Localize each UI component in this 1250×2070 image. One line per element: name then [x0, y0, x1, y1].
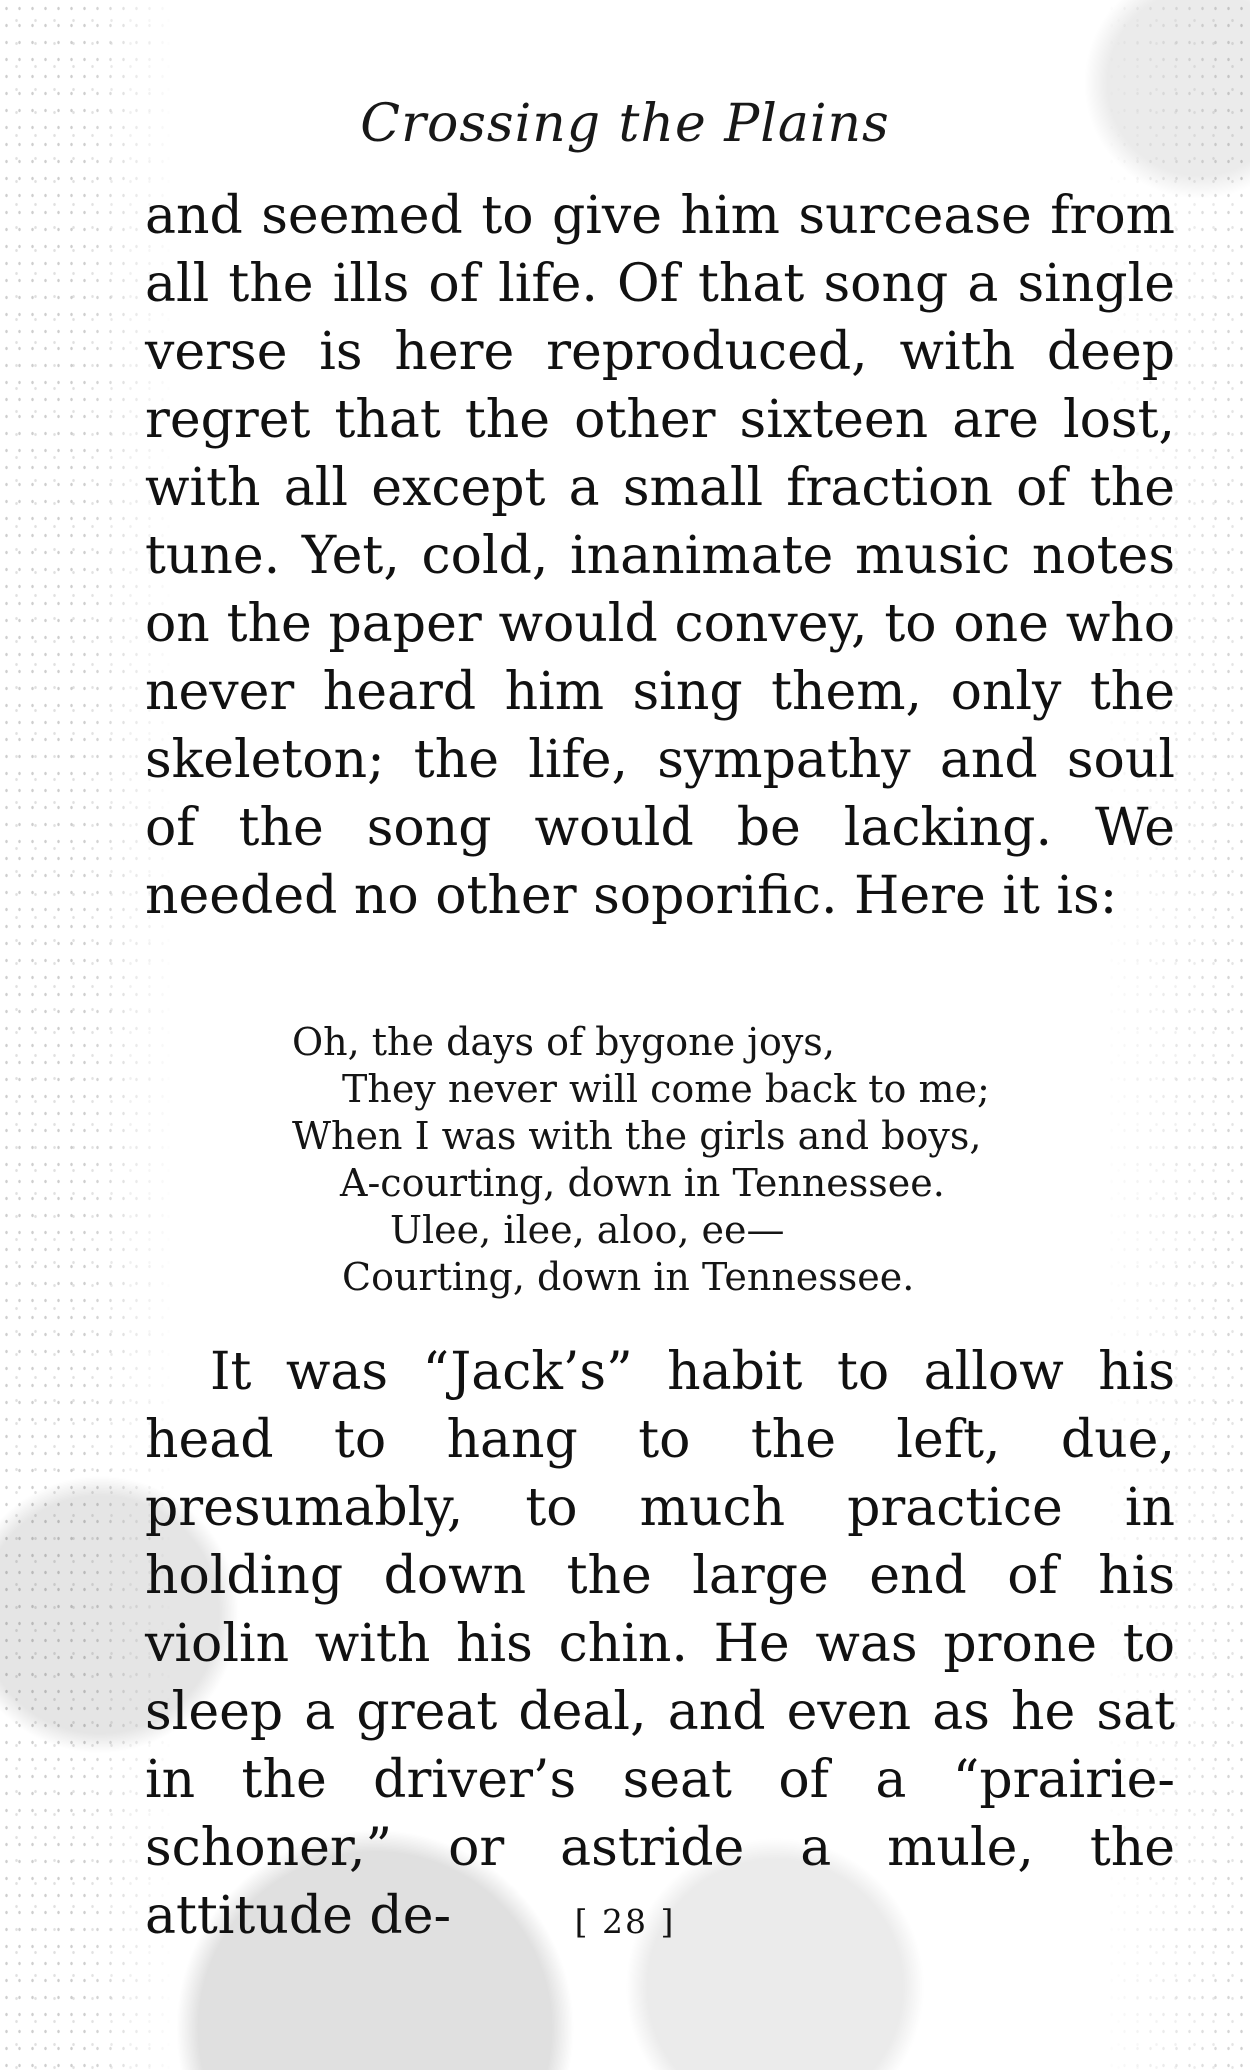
paragraph-top: and seemed to give him surcease from all the ills of life. Of that song a single verse is here reproduced, with deep regret that the other sixteen are lost, with all except a small fraction of the tune. Yet, cold, inanimate music notes on the paper would convey, to one who never heard him sing them, only the skeleton; the life, sympathy and soul of the song would be lacking. We needed no other soporific. Here it is:	[145, 186, 1175, 926]
paragraph-bottom: It was “Jack’s” habit to allow his head to hang to the left, due, presumably, to much practice in holding down the large end of his violin with his chin. He was prone to sleep a great deal, and even as he sat in the driver’s seat of a “prairie-schoner,” or astride a mule, the attitude de-	[145, 1342, 1175, 1946]
page-number: [ 28 ]	[574, 1902, 676, 1941]
verse-line: A-courting, down in Tennessee.	[340, 1161, 945, 1205]
verse-line: Courting, down in Tennessee.	[342, 1255, 915, 1299]
verse-line: They never will come back to me;	[342, 1067, 990, 1111]
verse-line: Oh, the days of bygone joys,	[292, 1020, 835, 1064]
running-head: Crossing the Plains	[360, 94, 890, 154]
song-verse	[292, 1019, 1142, 1301]
verse-line: When I was with the girls and boys,	[292, 1114, 982, 1158]
verse-line: Ulee, ilee, aloo, ee—	[390, 1208, 785, 1252]
